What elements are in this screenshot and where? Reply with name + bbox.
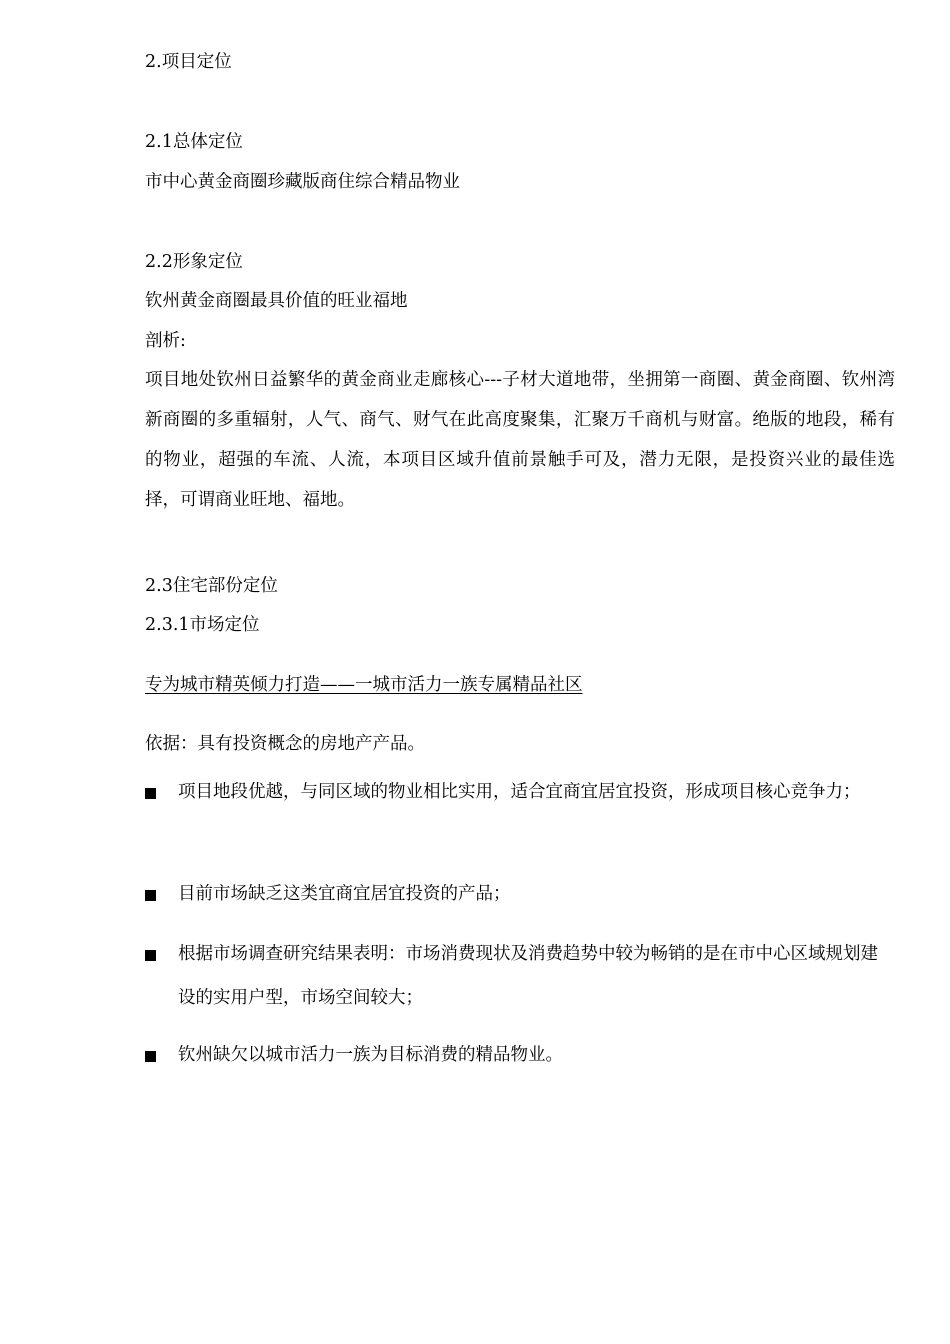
bullet-item [145,1044,890,1077]
residential-positioning-heading: 2.3住宅部份定位 [145,576,278,596]
image-positioning-text: 钦州黄金商圈最具价值的旺业福地 [145,291,408,311]
section-heading: 2.项目定位 [145,52,232,72]
basis-text: 依据：具有投资概念的房地产产品。 [145,734,425,754]
overall-positioning-heading: 2.1总体定位 [145,132,243,152]
analysis-paragraph: 项目地处钦州日益繁华的黄金商业走廊核心---子材大道地带，坐拥第一商圈、黄金商圈、钦州湾新商圈的多重辐射，人气、商气、财气在此高度聚集，汇聚万千商机与财富。绝版的地段，稀有的物业，超强的车流、人流，本项目区域升值前景触手可及，潜力无限，是投资兴业的最佳选择，可谓商业旺地、福地。 [145,370,895,510]
market-slogan: 专为城市精英倾力打造——一城市活力一族专属精品社区 [145,675,583,695]
bullet-text: 根据市场调查研究结果表明：市场消费现状及消费趋势中较为畅销的是在市中心区域规划建设的实用户型，市场空间较大； [178,944,878,1008]
bullet-text: 钦州缺欠以城市活力一族为目标消费的精品物业。 [178,1045,563,1065]
market-positioning-heading: 2.3.1市场定位 [145,615,260,635]
bullet-item [145,883,890,916]
square-bullet-icon [145,1051,156,1062]
bullet-item [145,781,890,814]
bullet-text: 项目地段优越，与同区域的物业相比实用，适合宜商宜居宜投资，形成项目核心竞争力； [178,782,861,802]
square-bullet-icon [145,788,156,799]
image-positioning-heading: 2.2形象定位 [145,252,243,272]
bullet-text: 目前市场缺乏这类宜商宜居宜投资的产品； [178,884,511,904]
overall-positioning-text: 市中心黄金商圈珍藏版商住综合精品物业 [145,172,460,192]
analysis-label: 剖析: [145,331,186,351]
bullet-item [145,943,890,1020]
square-bullet-icon [145,890,156,901]
square-bullet-icon [145,950,156,961]
